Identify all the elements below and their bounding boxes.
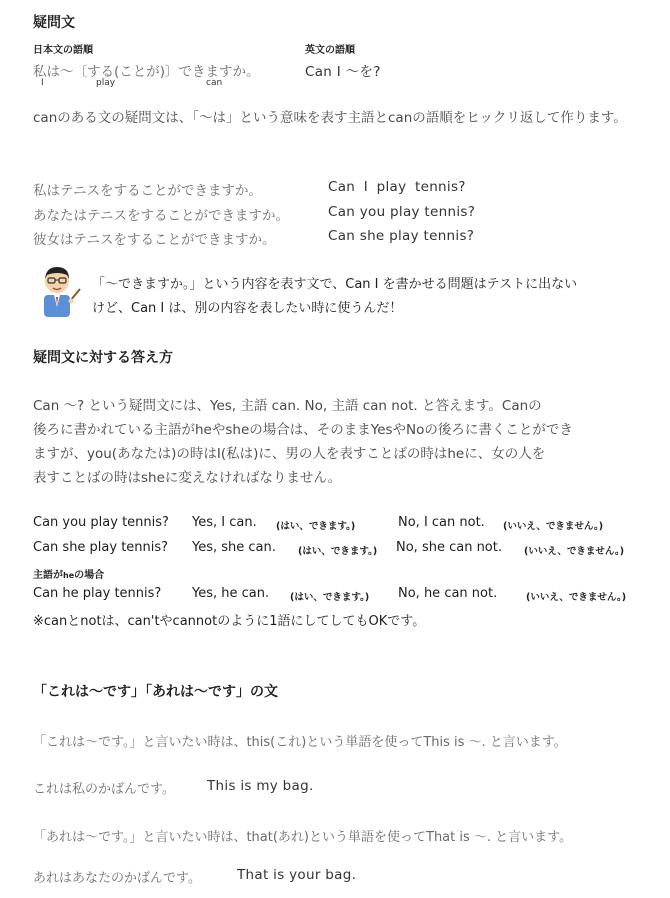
example-jp-2: あなたはテニスをすることができますか。 bbox=[33, 208, 289, 224]
en-order-label: 英文の語順 bbox=[305, 45, 355, 56]
answer-row-1-yes-jp: (はい、できます。) bbox=[276, 521, 356, 532]
answer-row-2-question: Can she play tennis? bbox=[33, 540, 169, 555]
jp-order-label: 日本文の語順 bbox=[33, 45, 93, 56]
example-en-2: Can you play tennis? bbox=[328, 204, 476, 220]
answer-row-1-yes: Yes, I can. bbox=[192, 515, 257, 530]
gloss-i: I bbox=[41, 78, 44, 88]
jp-word-order: 私は～〔する(ことが)〕できますか。 bbox=[33, 64, 260, 80]
teacher-note-line-2: けど、Can I は、別の内容を表したい時に使うんだ！ bbox=[92, 301, 403, 316]
example-jp-1: 私はテニスをすることができますか。 bbox=[33, 183, 262, 199]
answer-paragraph-line-2: 後ろに書かれている主語がheやsheの場合は、そのままYesやNoの後ろに書くことができ bbox=[33, 422, 573, 438]
answer-row-2-yes-jp: (はい、できます。) bbox=[298, 546, 378, 557]
answer-row-1-no-jp: (いいえ、できません。) bbox=[503, 521, 604, 532]
this-explanation: 「これは～です。」と言いたい時は、this(これ)という単語を使ってThis is ～. と言います。 bbox=[33, 735, 567, 750]
section-title-answers: 疑問文に対する答え方 bbox=[33, 350, 173, 366]
answer-row-3-yes: Yes, he can. bbox=[192, 586, 270, 601]
he-subject-label: 主語がheの場合 bbox=[33, 570, 105, 581]
answer-paragraph-line-3: ますが、you(あなたは)の時はI(私は)に、男の人を表すことばの時はheに、女の人を bbox=[33, 446, 546, 462]
gloss-can: can bbox=[206, 78, 223, 88]
answer-row-2-no: No, she can not. bbox=[396, 540, 502, 555]
this-example-en: This is my bag. bbox=[207, 778, 314, 794]
that-example-jp: あれはあなたのかばんです。 bbox=[33, 871, 201, 886]
answer-paragraph-line-4: 表すことばの時はsheに変えなければなりません。 bbox=[33, 470, 342, 486]
answer-row-1-no: No, I can not. bbox=[398, 515, 485, 530]
answer-row-2-yes: Yes, she can. bbox=[192, 540, 276, 555]
answer-row-3-yes-jp: (はい、できます。) bbox=[290, 592, 370, 603]
answer-row-3-question: Can he play tennis? bbox=[33, 586, 162, 601]
teacher-illustration bbox=[34, 259, 82, 319]
example-jp-3: 彼女はテニスをすることができますか。 bbox=[33, 232, 276, 248]
section-title-this-that: 「これは～です」「あれは～です」の文 bbox=[33, 684, 278, 700]
answer-row-3-no: No, he can not. bbox=[398, 586, 498, 601]
en-word-order: Can I ～を? bbox=[305, 64, 381, 80]
answer-row-2-no-jp: (いいえ、できません。) bbox=[524, 546, 625, 557]
example-en-1: Can I play tennis? bbox=[328, 179, 466, 195]
that-explanation: 「あれは～です。」と言いたい時は、that(あれ)という単語を使ってThat is ～. と言います。 bbox=[33, 830, 573, 845]
that-example-en: That is your bag. bbox=[237, 867, 357, 883]
answer-row-1-question: Can you play tennis? bbox=[33, 515, 169, 530]
contraction-note: ※canとnotは、can'tやcannotのように1語にしてしてもOKです。 bbox=[33, 614, 426, 629]
teacher-note-line-1: 「～できますか。」という内容を表す文で、Can I を書かせる問題はテストに出ない bbox=[92, 277, 578, 292]
this-example-jp: これは私のかばんです。 bbox=[33, 782, 175, 797]
gloss-play: play bbox=[96, 78, 116, 88]
answer-row-3-no-jp: (いいえ、できません。) bbox=[526, 592, 627, 603]
example-en-3: Can she play tennis? bbox=[328, 228, 475, 244]
answer-paragraph-line-1: Can ～? という疑問文には、Yes, 主語 can. No, 主語 can not. と答えます。Canの bbox=[33, 398, 542, 414]
question-explanation: canのある文の疑問文は、「～は」という意味を表す主語とcanの語順をヒックリ返して作ります。 bbox=[33, 110, 627, 126]
section-title-questions: 疑問文 bbox=[33, 15, 75, 31]
